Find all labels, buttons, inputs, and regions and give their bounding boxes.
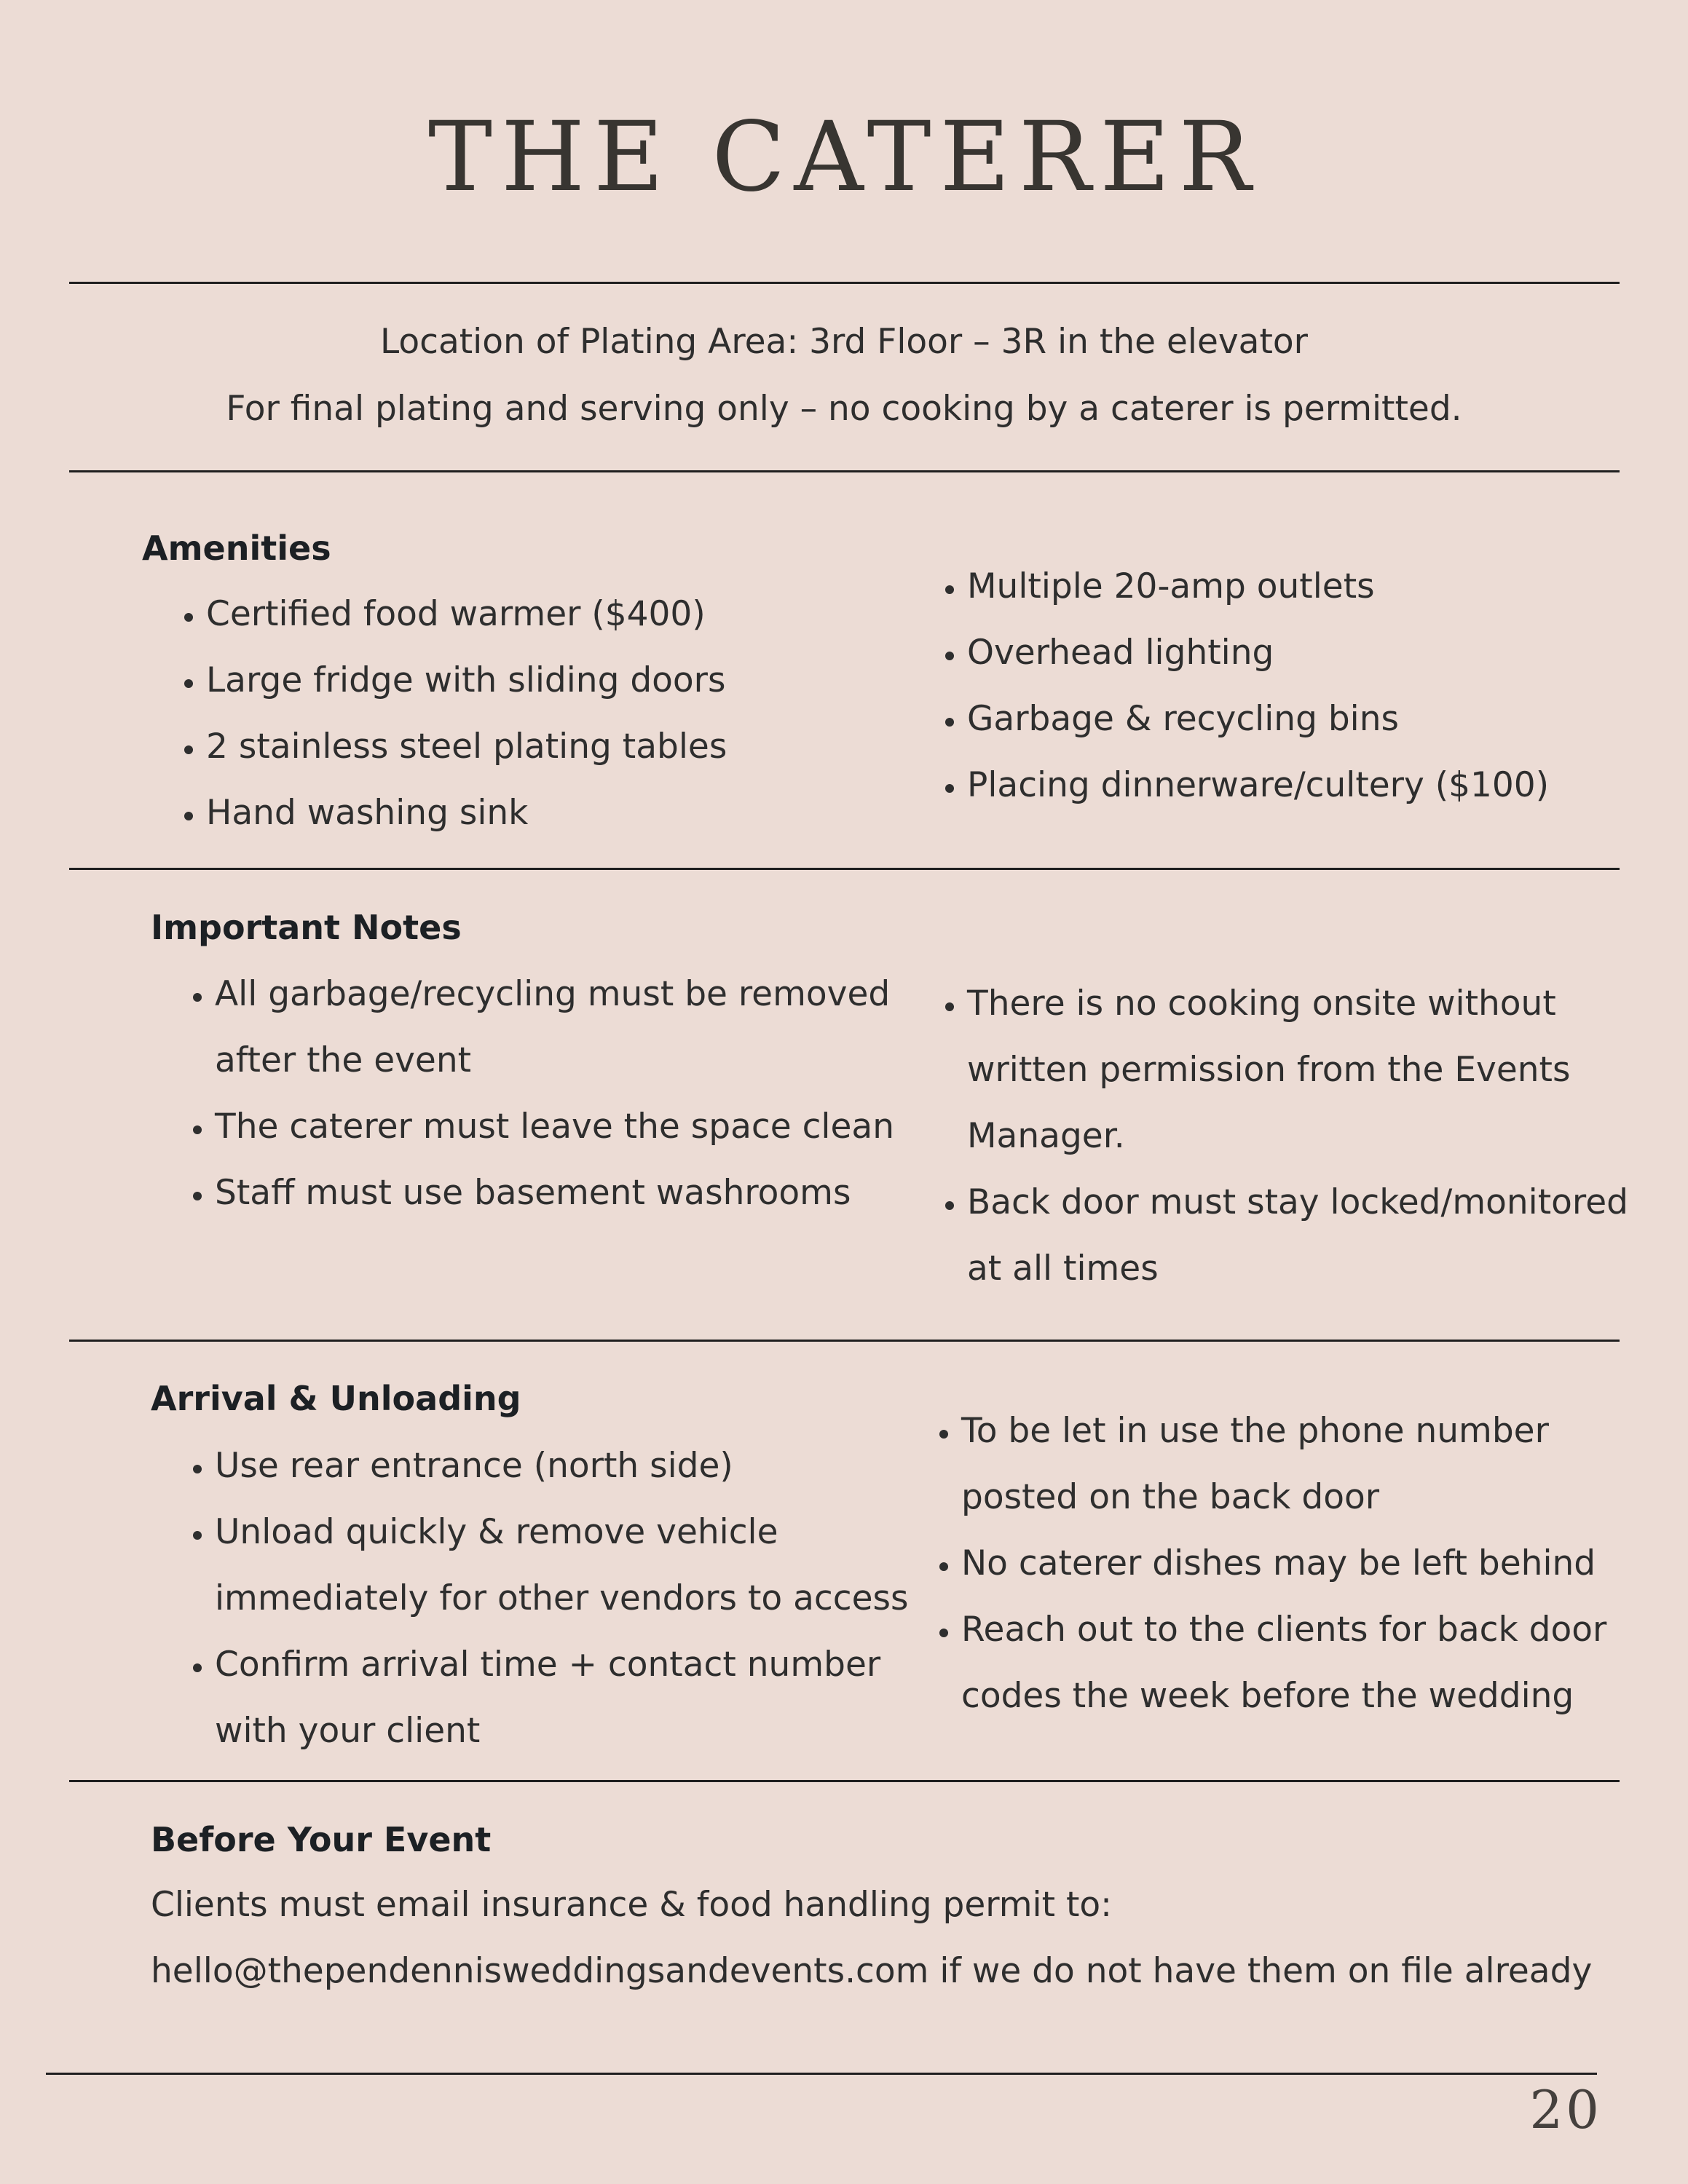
list-item: • Confirm arrival time + contact number with your client: [215, 1631, 943, 1764]
list-item: • Multiple 20-amp outlets: [967, 553, 1688, 620]
notes-right-list: [903, 970, 1673, 1302]
amenities-right-list: [903, 553, 1688, 818]
before-line-1: Clients must email insurance & food handling permit to:: [151, 1885, 1112, 1925]
divider: [69, 868, 1620, 870]
list-item: • All garbage/recycling must be removed after the event: [215, 961, 943, 1093]
divider: [69, 1340, 1620, 1342]
divider: [69, 1780, 1620, 1782]
list-item: • Hand washing sink: [206, 780, 934, 846]
footer-divider: [46, 2073, 1597, 2075]
list-item: • Placing dinnerware/cultery ($100): [967, 752, 1688, 818]
list-item: • Garbage & recycling bins: [967, 686, 1688, 752]
divider: [69, 470, 1620, 472]
list-item: • Large fridge with sliding doors: [206, 647, 934, 713]
before-heading: Before Your Event: [151, 1820, 492, 1859]
arrival-heading: Arrival & Unloading: [151, 1379, 521, 1418]
list-item: • 2 stainless steel plating tables: [206, 713, 934, 780]
plating-note: For final plating and serving only – no cooking by a caterer is permitted.: [226, 389, 1462, 429]
page-title: THE CATERER: [427, 101, 1261, 213]
amenities-left-list: [142, 581, 934, 846]
divider: [69, 282, 1620, 284]
list-item: • Use rear entrance (north side): [215, 1433, 943, 1499]
list-item: • Unload quickly & remove vehicle immediately for other vendors to access: [215, 1499, 943, 1631]
list-item: • To be let in use the phone number posted on the back door: [961, 1398, 1631, 1530]
arrival-right-list: [897, 1398, 1631, 1729]
list-item: • Back door must stay locked/monitored at all times: [967, 1169, 1673, 1302]
list-item: • Reach out to the clients for back door codes the week before the wedding: [961, 1597, 1631, 1729]
before-line-2: hello@thependennisweddingsandevents.com if we do not have them on file already: [151, 1951, 1593, 1991]
list-item: • Staff must use basement washrooms: [215, 1160, 943, 1226]
notes-heading: Important Notes: [151, 908, 462, 947]
notes-left-list: [151, 961, 943, 1226]
list-item: • The caterer must leave the space clean: [215, 1093, 943, 1160]
arrival-left-list: [151, 1433, 943, 1764]
plating-location: Location of Plating Area: 3rd Floor – 3R in the elevator: [379, 322, 1308, 362]
list-item: • No caterer dishes may be left behind: [961, 1530, 1631, 1597]
list-item: • Certified food warmer ($400): [206, 581, 934, 647]
amenities-heading: Amenities: [142, 529, 331, 568]
list-item: • Overhead lighting: [967, 620, 1688, 686]
page-number: 20: [1529, 2079, 1602, 2140]
list-item: • There is no cooking onsite without written permission from the Events Manager.: [967, 970, 1673, 1169]
